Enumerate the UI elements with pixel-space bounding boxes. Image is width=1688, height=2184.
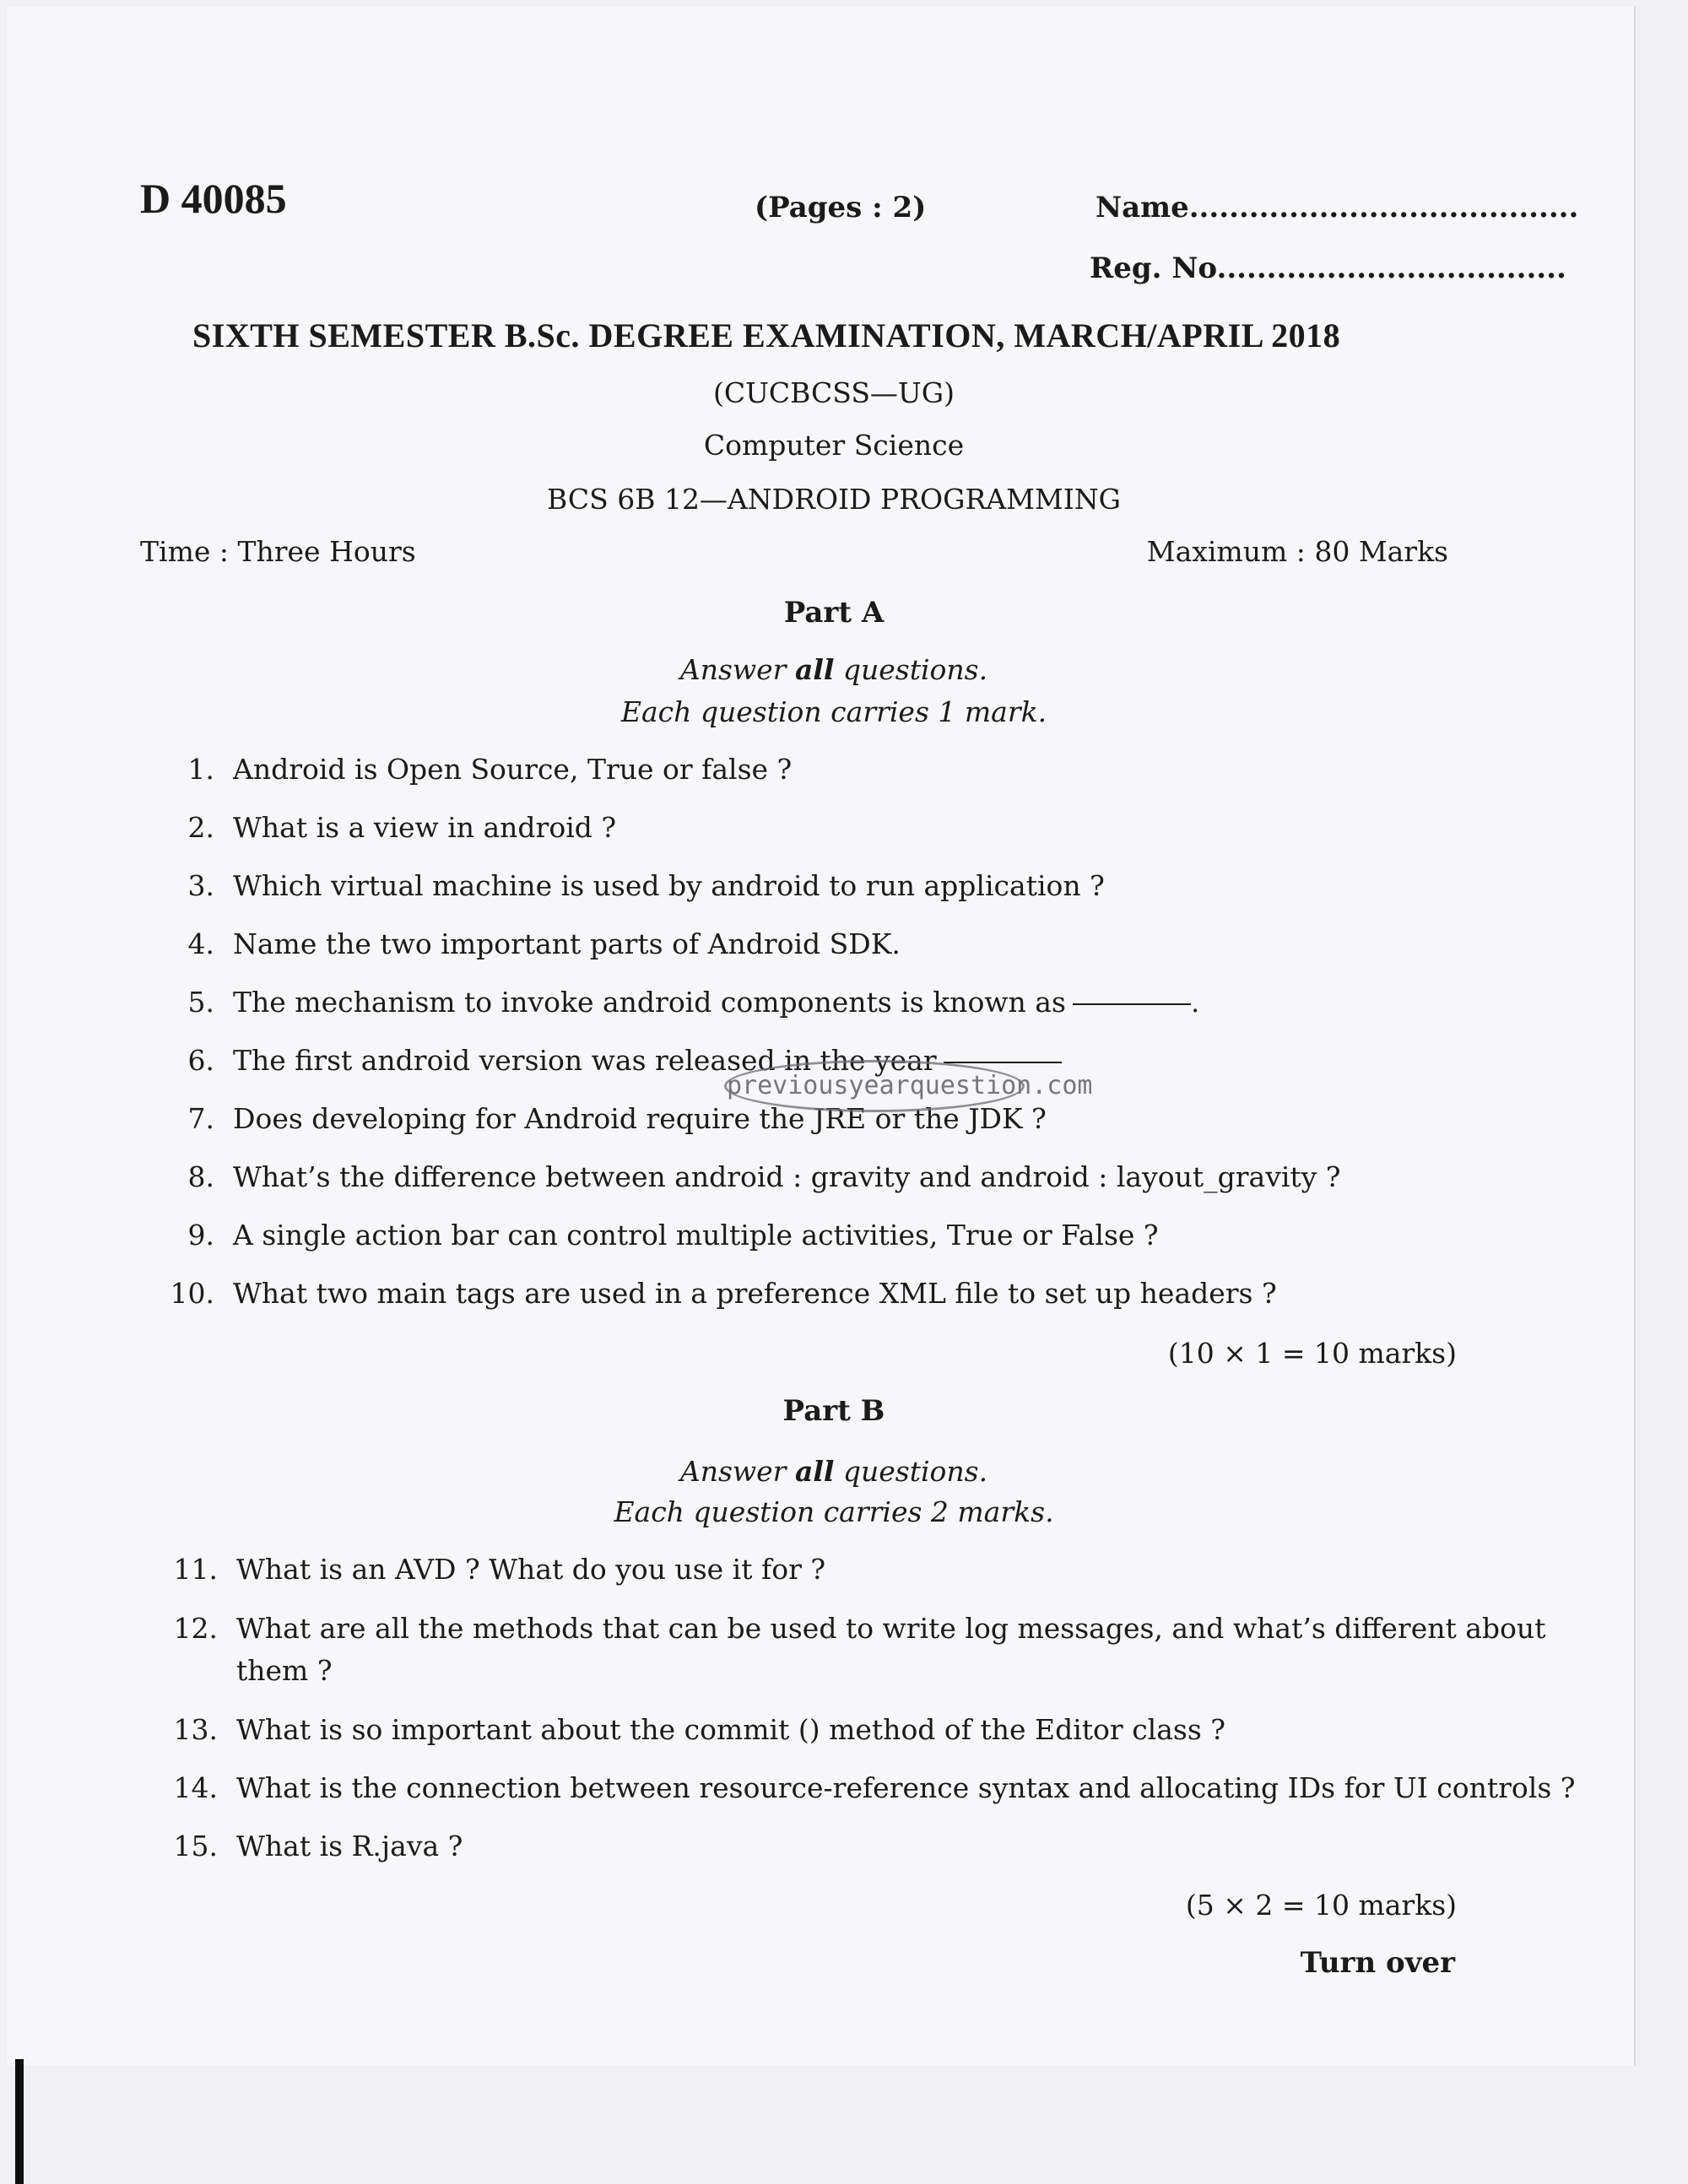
paper-code: D 40085 — [140, 175, 287, 222]
question-number: 11. — [173, 1553, 218, 1586]
question-number: 10. — [170, 1277, 214, 1310]
instr-a-prefix: Answer — [679, 653, 795, 686]
question-text: What is an AVD ? What do you use it for ? — [236, 1553, 826, 1586]
page-count: (Pages : 2) — [755, 191, 927, 224]
exam-duration: Time : Three Hours — [140, 535, 416, 568]
instr-a-suffix: questions. — [834, 653, 988, 686]
question-number: 4. — [187, 927, 214, 960]
question-number: 14. — [173, 1771, 218, 1804]
question-text: What is so important about the commit () method of the Editor class ? — [236, 1713, 1225, 1746]
question-9 — [187, 1219, 1159, 1251]
question-number: 1. — [187, 753, 214, 786]
question-text: Which virtual machine is used by android to run application ? — [233, 869, 1105, 902]
question-number: 8. — [187, 1160, 214, 1193]
instr-b-prefix: Answer — [679, 1455, 795, 1488]
question-2 — [187, 811, 617, 844]
turn-over: Turn over — [1300, 1946, 1455, 1980]
question-3 — [187, 869, 1105, 902]
question-text: What are all the methods that can be used to write log messages, and what’s different about — [236, 1612, 1546, 1645]
exam-title: SIXTH SEMESTER B.Sc. DEGREE EXAMINATION, MARCH/APRIL 2018 — [192, 316, 1341, 354]
question-text: The first android version was released in the year — [233, 1044, 937, 1077]
question-8 — [187, 1160, 1341, 1193]
exam-scheme: (CUCBCSS—UG) — [713, 376, 955, 409]
instr-a-bold: all — [794, 653, 835, 686]
part-b-marks-total: (5 × 2 = 10 marks) — [1185, 1889, 1457, 1922]
part-a-marks-instruction: Each question carries 1 mark. — [620, 695, 1047, 728]
instr-b-bold: all — [794, 1455, 835, 1488]
question-13 — [173, 1713, 1225, 1746]
part-a-instruction — [7, 653, 1661, 686]
part-b-title: Part B — [782, 1394, 885, 1428]
question-number: 7. — [187, 1102, 214, 1135]
answer-blank — [944, 1062, 1062, 1063]
part-b-marks-instruction: Each question carries 2 marks. — [614, 1495, 1054, 1528]
question-text: Android is Open Source, True or false ? — [233, 753, 793, 786]
question-text: Name the two important parts of Android SDK. — [233, 927, 901, 960]
question-text: What is R.java ? — [236, 1830, 463, 1862]
question-5 — [187, 986, 1200, 1019]
question-suffix: . — [1190, 986, 1200, 1019]
max-marks: Maximum : 80 Marks — [1146, 535, 1448, 568]
question-text: A single action bar can control multiple activities, True or False ? — [233, 1219, 1159, 1251]
question-number: 2. — [187, 811, 214, 844]
question-number: 3. — [187, 869, 214, 902]
part-a-marks-total: (10 × 1 = 10 marks) — [1167, 1337, 1457, 1370]
question-1 — [187, 753, 793, 786]
question-number: 15. — [173, 1830, 218, 1862]
scan-edge-mark — [15, 2059, 24, 2184]
question-text: Does developing for Android require the JRE or the JDK ? — [233, 1102, 1047, 1135]
question-text: The mechanism to invoke android components is known as — [233, 986, 1066, 1019]
reg-no-field: Reg. No................................... — [1090, 251, 1566, 285]
question-text: What’s the difference between android : gravity and android : layout_gravity ? — [233, 1160, 1341, 1193]
question-number: 5. — [187, 986, 214, 1019]
exam-subject: Computer Science — [703, 429, 965, 462]
answer-blank — [1073, 1003, 1191, 1005]
question-15 — [173, 1830, 463, 1862]
question-number: 12. — [173, 1612, 218, 1645]
question-10 — [170, 1277, 1277, 1310]
question-text: What two main tags are used in a preference XML file to set up headers ? — [233, 1277, 1277, 1310]
question-text: What is a view in android ? — [233, 811, 617, 844]
question-12 — [173, 1612, 1546, 1645]
part-b-instruction — [7, 1455, 1661, 1488]
paper-title: BCS 6B 12—ANDROID PROGRAMMING — [547, 483, 1121, 516]
question-number: 13. — [173, 1713, 218, 1746]
watermark-stamp: previousyearquestion.com — [724, 1060, 1025, 1112]
instr-b-suffix: questions. — [834, 1455, 988, 1488]
question-4 — [187, 927, 901, 960]
question-text: What is the connection between resource-reference syntax and allocating IDs for UI controls ? — [236, 1771, 1576, 1804]
part-a-title: Part A — [783, 596, 885, 630]
question-14 — [173, 1771, 1576, 1804]
exam-paper-sheet — [7, 7, 1636, 2066]
question-11 — [173, 1553, 826, 1586]
name-field: Name....................................... — [1096, 191, 1579, 224]
question-12-continued: them ? — [236, 1654, 333, 1687]
question-number: 9. — [187, 1219, 214, 1251]
question-number: 6. — [187, 1044, 214, 1077]
